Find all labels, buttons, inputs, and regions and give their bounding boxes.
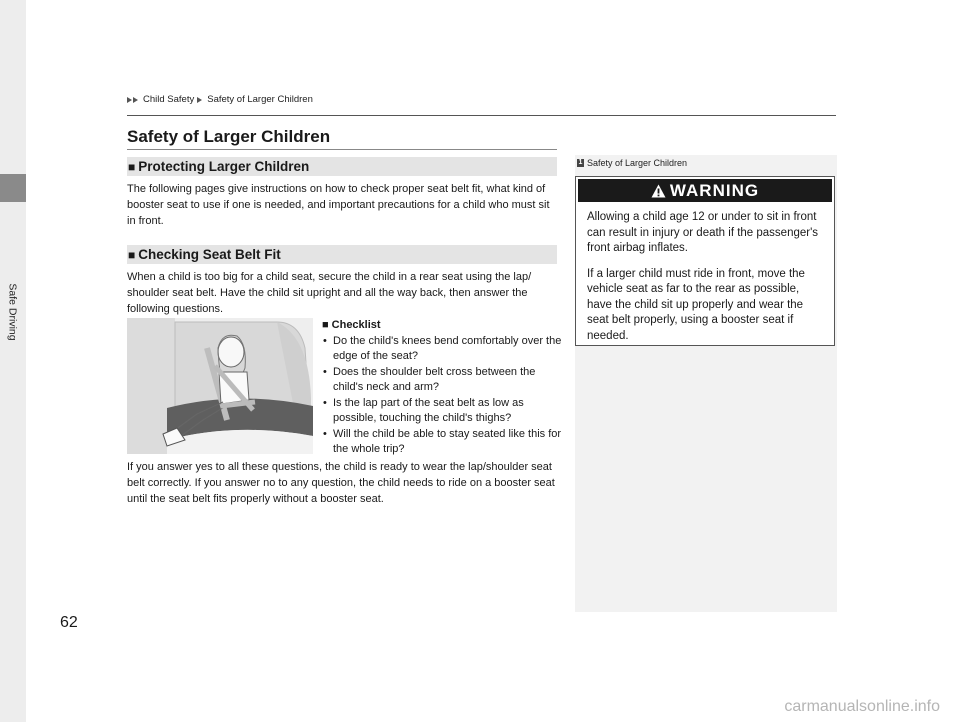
list-item: • Do the child's knees bend comfortably over the edge of the seat? (322, 334, 562, 365)
warning-header: WARNING (578, 179, 832, 202)
child-seat-belt-illustration (127, 318, 313, 454)
list-item: • Will the child be able to stay seated like this for the whole trip? (322, 427, 562, 458)
side-tab-marker (0, 174, 26, 202)
note-title: Safety of Larger Children (587, 158, 688, 168)
watermark: carmanualsonline.info (784, 698, 940, 715)
section-heading-protecting (127, 157, 557, 176)
breadcrumb-arrow-icon (127, 97, 138, 103)
breadcrumb (127, 94, 313, 105)
checklist-conclusion: If you answer yes to all these questions, the child is ready to wear the lap/shoulder seat belt correctly. If you answer no to any question, the child needs to ride on a booster seat until the seat belt fits properly without a booster seat. (127, 461, 555, 505)
checklist-heading: ■ Checklist (322, 318, 562, 334)
square-bullet-icon: ■ (128, 159, 136, 174)
warning-triangle-icon (651, 184, 666, 198)
warning-text (576, 204, 834, 344)
warning-paragraph: If a larger child must ride in front, move the vehicle seat as far to the rear as possible, have the child sit up properly and wear the seat belt properly, using a booster seat if needed. (587, 267, 805, 342)
list-item: • Does the shoulder belt cross between the child's neck and arm? (322, 365, 562, 396)
square-bullet-icon: ■ (322, 319, 329, 331)
section-heading-text: Protecting Larger Children (138, 159, 310, 174)
breadcrumb-item-child-safety[interactable]: Child Safety (143, 94, 195, 105)
section-body-checking: When a child is too big for a child seat, secure the child in a rear seat using the lap/ shoulder seat belt. Have the child sit upright and all the way back, then answer the following questions. (127, 271, 532, 315)
section-body-protecting: The following pages give instructions on how to check proper seat belt fit, what kind of booster seat to use if one is needed, and important precautions for a child who must sit in front. (127, 183, 550, 227)
warning-box (575, 176, 835, 346)
list-item: • Is the lap part of the seat belt as low as possible, touching the child's thighs? (322, 396, 562, 427)
note-heading (577, 158, 687, 168)
page-title: Safety of Larger Children (127, 127, 331, 146)
checklist (322, 318, 562, 458)
breadcrumb-item-current: Safety of Larger Children (207, 94, 313, 105)
side-tab-label: Safe Driving (7, 283, 20, 341)
warning-paragraph: Allowing a child age 12 or under to sit in front can result in injury or death if the passenger's front airbag inflates. (587, 211, 819, 254)
section-heading-text: Checking Seat Belt Fit (138, 247, 281, 262)
square-bullet-icon: ■ (128, 247, 136, 262)
breadcrumb-separator-icon (197, 97, 202, 103)
child-in-seat-image (127, 318, 313, 454)
header-divider (127, 115, 836, 116)
section-heading-checking (127, 245, 557, 264)
page-number: 62 (60, 614, 78, 631)
title-divider (127, 149, 557, 150)
side-tab-strip (0, 0, 26, 722)
note-number-badge: 1 (578, 159, 583, 166)
